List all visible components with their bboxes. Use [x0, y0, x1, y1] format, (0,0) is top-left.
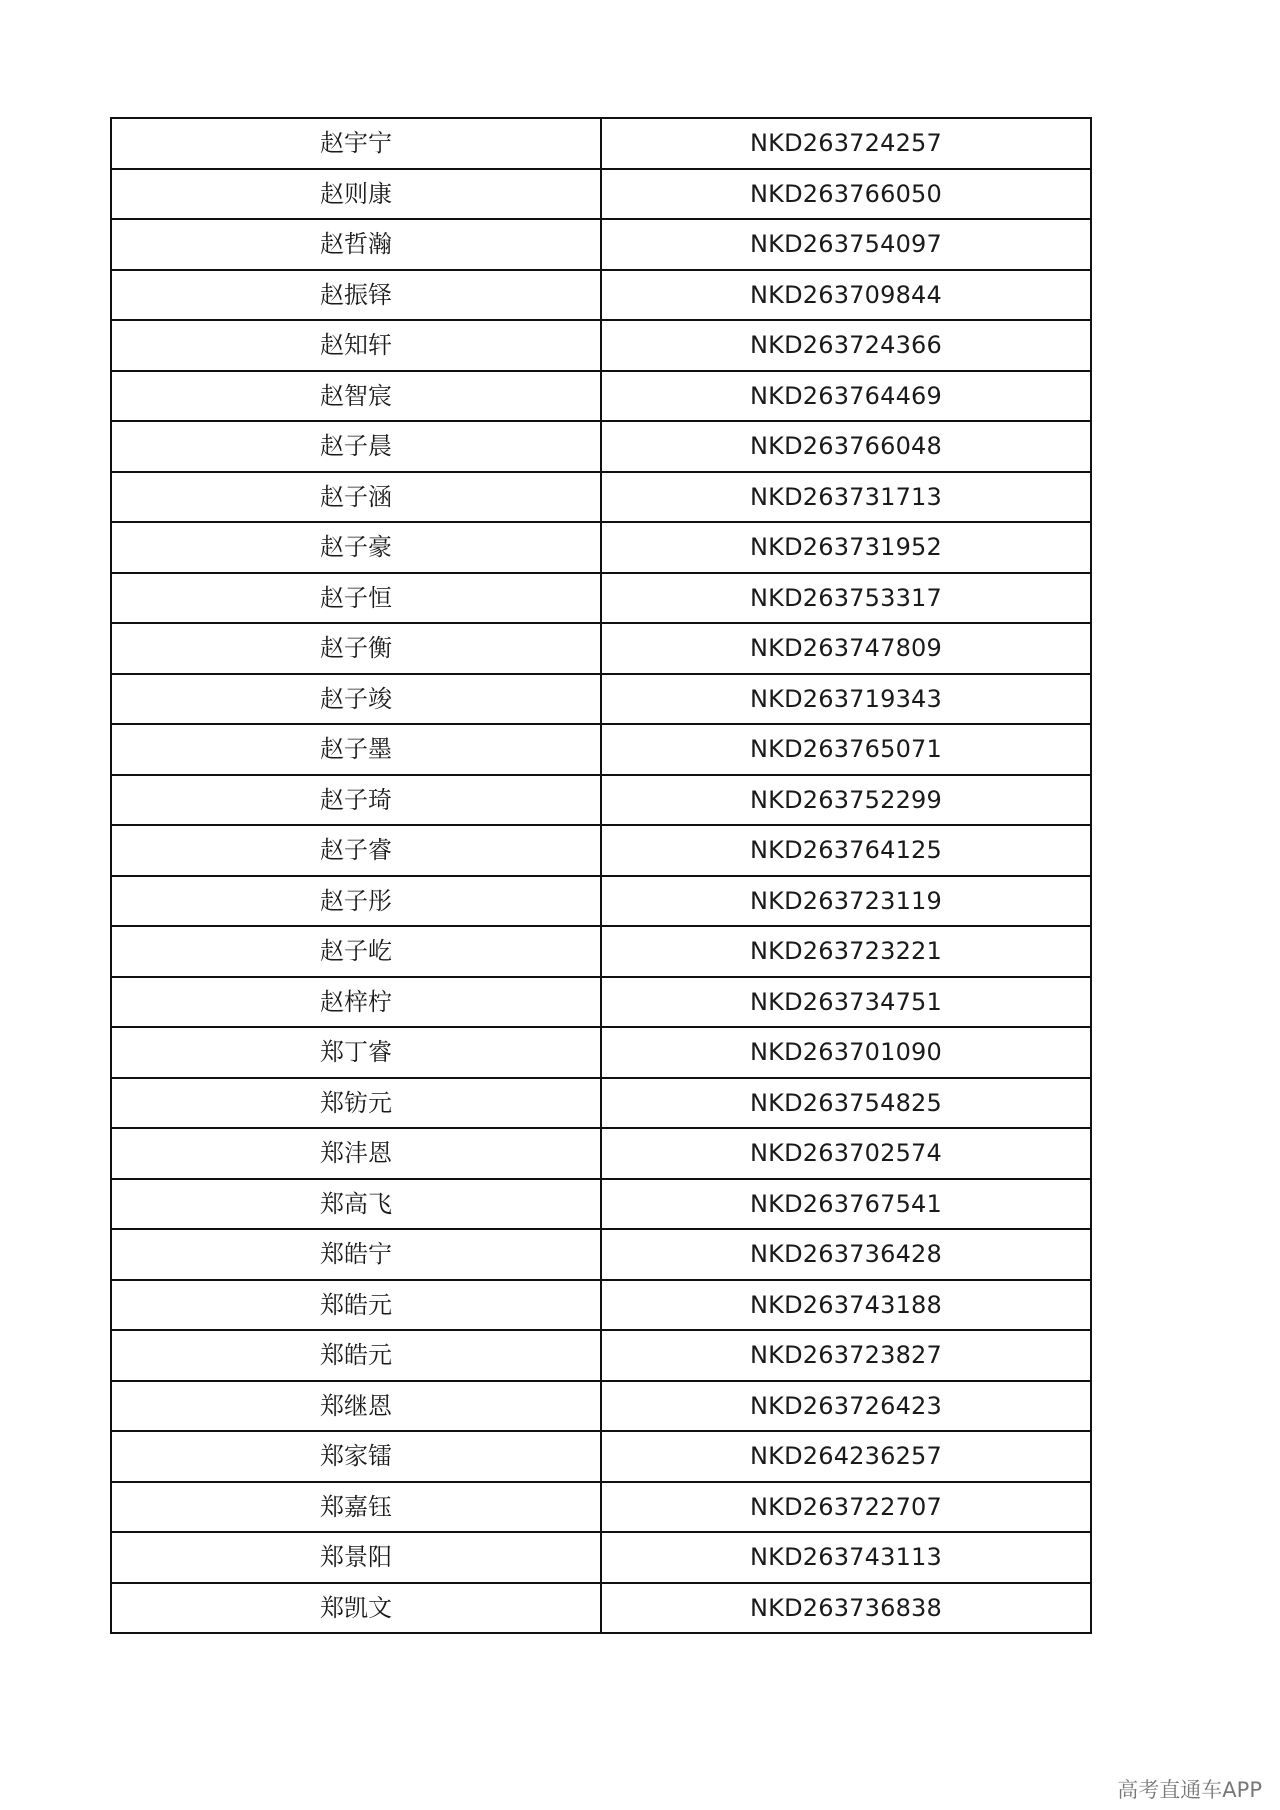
id-cell: NKD263766050: [601, 169, 1091, 220]
table-row: [111, 169, 1091, 220]
id-cell: NKD263743113: [601, 1532, 1091, 1583]
roster-table: [110, 117, 1092, 1634]
table-row: [111, 118, 1091, 169]
name-cell: 赵梓柠: [111, 977, 601, 1028]
id-cell: NKD263726423: [601, 1381, 1091, 1432]
name-cell: 赵子琦: [111, 775, 601, 826]
table-row: [111, 1482, 1091, 1533]
id-cell: NKD263724257: [601, 118, 1091, 169]
name-cell: 赵子豪: [111, 522, 601, 573]
table-row: [111, 1431, 1091, 1482]
table-row: [111, 522, 1091, 573]
id-cell: NKD263753317: [601, 573, 1091, 624]
id-cell: NKD263766048: [601, 421, 1091, 472]
table-row: [111, 1078, 1091, 1129]
name-cell: 赵哲瀚: [111, 219, 601, 270]
name-cell: 赵智宸: [111, 371, 601, 422]
id-cell: NKD263736428: [601, 1229, 1091, 1280]
id-cell: NKD263767541: [601, 1179, 1091, 1230]
name-cell: 郑沣恩: [111, 1128, 601, 1179]
name-cell: 赵知轩: [111, 320, 601, 371]
name-cell: 赵子恒: [111, 573, 601, 624]
id-cell: NKD263709844: [601, 270, 1091, 321]
name-cell: 赵振铎: [111, 270, 601, 321]
name-cell: 赵子晨: [111, 421, 601, 472]
table-row: [111, 270, 1091, 321]
id-cell: NKD263702574: [601, 1128, 1091, 1179]
id-cell: NKD263743188: [601, 1280, 1091, 1331]
name-cell: 郑丁睿: [111, 1027, 601, 1078]
table-row: [111, 219, 1091, 270]
name-cell: 郑皓元: [111, 1330, 601, 1381]
id-cell: NKD264236257: [601, 1431, 1091, 1482]
id-cell: NKD263722707: [601, 1482, 1091, 1533]
table-row: [111, 1280, 1091, 1331]
id-cell: NKD263765071: [601, 724, 1091, 775]
roster-body: [111, 118, 1091, 1633]
table-row: [111, 623, 1091, 674]
name-cell: 赵则康: [111, 169, 601, 220]
id-cell: NKD263764125: [601, 825, 1091, 876]
name-cell: 赵子涵: [111, 472, 601, 523]
name-cell: 郑家镭: [111, 1431, 601, 1482]
table-row: [111, 1532, 1091, 1583]
name-cell: 赵子墨: [111, 724, 601, 775]
name-cell: 郑景阳: [111, 1532, 601, 1583]
id-cell: NKD263754825: [601, 1078, 1091, 1129]
table-row: [111, 1179, 1091, 1230]
table-row: [111, 775, 1091, 826]
table-row: [111, 1229, 1091, 1280]
id-cell: NKD263723221: [601, 926, 1091, 977]
id-cell: NKD263731713: [601, 472, 1091, 523]
id-cell: NKD263752299: [601, 775, 1091, 826]
id-cell: NKD263754097: [601, 219, 1091, 270]
table-row: [111, 1330, 1091, 1381]
id-cell: NKD263723119: [601, 876, 1091, 927]
name-cell: 郑高飞: [111, 1179, 601, 1230]
table-row: [111, 1027, 1091, 1078]
name-cell: 赵子衡: [111, 623, 601, 674]
id-cell: NKD263724366: [601, 320, 1091, 371]
table-row: [111, 472, 1091, 523]
name-cell: 赵子屹: [111, 926, 601, 977]
table-row: [111, 1583, 1091, 1634]
id-cell: NKD263736838: [601, 1583, 1091, 1634]
table-row: [111, 573, 1091, 624]
id-cell: NKD263701090: [601, 1027, 1091, 1078]
name-cell: 赵子竣: [111, 674, 601, 725]
table-row: [111, 825, 1091, 876]
table-row: [111, 421, 1091, 472]
id-cell: NKD263731952: [601, 522, 1091, 573]
id-cell: NKD263734751: [601, 977, 1091, 1028]
table-row: [111, 977, 1091, 1028]
name-cell: 赵子睿: [111, 825, 601, 876]
name-cell: 郑继恩: [111, 1381, 601, 1432]
table-row: [111, 1381, 1091, 1432]
name-cell: 郑皓宁: [111, 1229, 601, 1280]
name-cell: 郑钫元: [111, 1078, 601, 1129]
watermark-text: 高考直通车APP: [1117, 1778, 1262, 1802]
table-row: [111, 674, 1091, 725]
table-row: [111, 1128, 1091, 1179]
id-cell: NKD263764469: [601, 371, 1091, 422]
table-row: [111, 876, 1091, 927]
name-cell: 赵子彤: [111, 876, 601, 927]
id-cell: NKD263723827: [601, 1330, 1091, 1381]
table-row: [111, 371, 1091, 422]
name-cell: 赵宇宁: [111, 118, 601, 169]
table-row: [111, 724, 1091, 775]
id-cell: NKD263747809: [601, 623, 1091, 674]
name-cell: 郑嘉钰: [111, 1482, 601, 1533]
table-row: [111, 926, 1091, 977]
name-cell: 郑皓元: [111, 1280, 601, 1331]
id-cell: NKD263719343: [601, 674, 1091, 725]
name-cell: 郑凯文: [111, 1583, 601, 1634]
table-row: [111, 320, 1091, 371]
